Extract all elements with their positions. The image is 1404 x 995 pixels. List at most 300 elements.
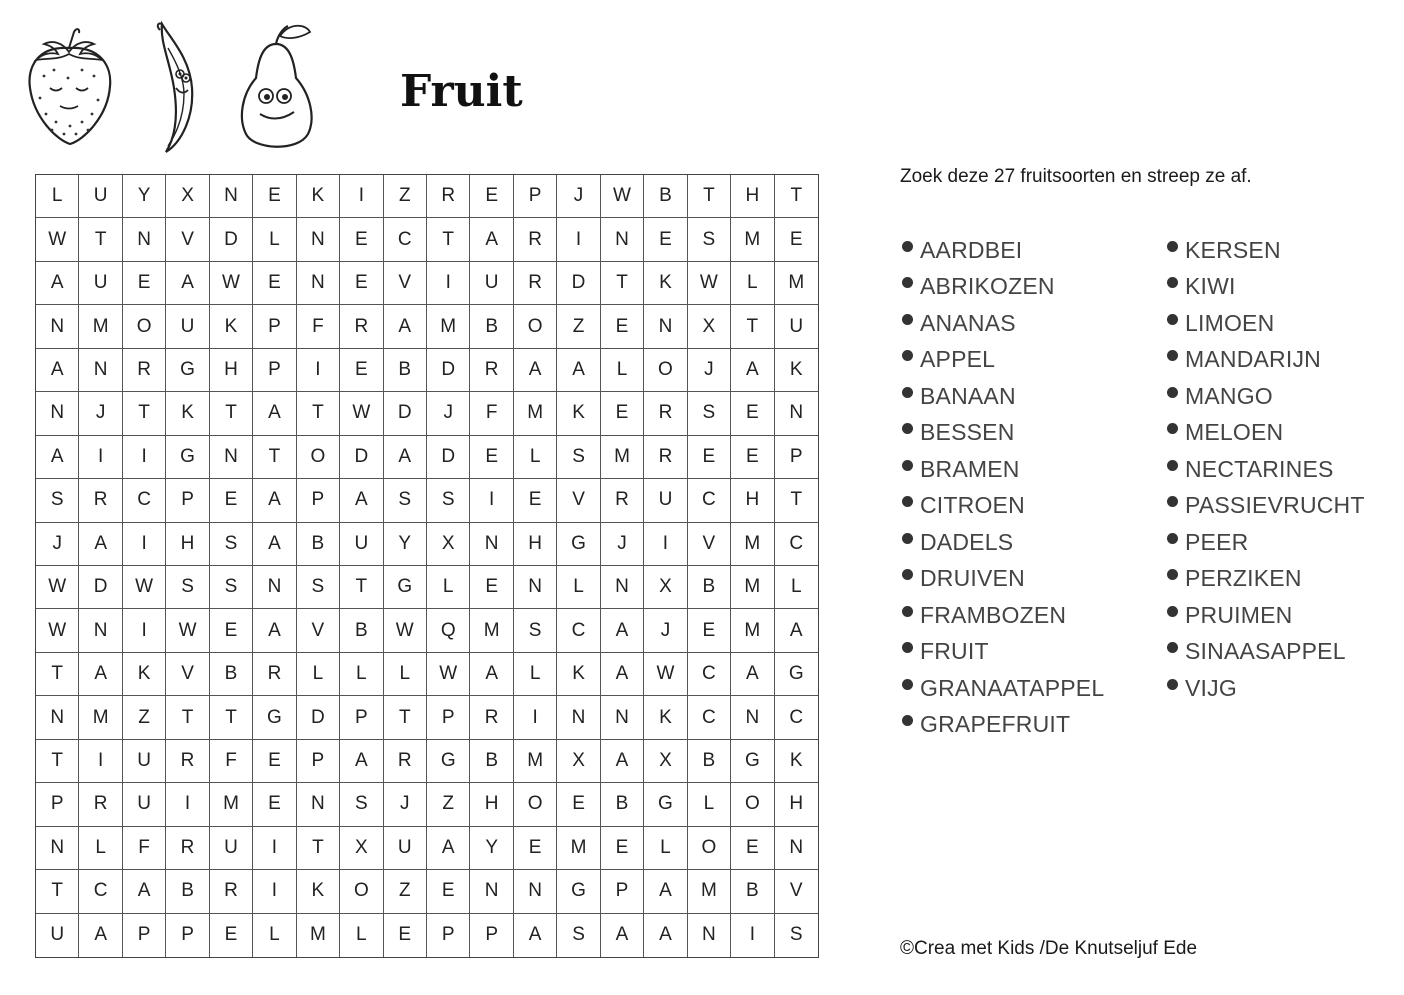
grid-cell[interactable]: L — [340, 914, 383, 957]
grid-cell[interactable]: N — [470, 870, 513, 913]
grid-cell[interactable]: O — [644, 349, 687, 392]
grid-cell[interactable]: U — [340, 523, 383, 566]
grid-cell[interactable]: N — [79, 609, 122, 652]
grid-cell[interactable]: Z — [557, 305, 600, 348]
grid-cell[interactable]: P — [297, 740, 340, 783]
grid-cell[interactable]: H — [731, 175, 774, 218]
grid-cell[interactable]: M — [557, 827, 600, 870]
grid-cell[interactable]: W — [688, 262, 731, 305]
grid-cell[interactable]: K — [297, 175, 340, 218]
grid-cell[interactable]: S — [36, 479, 79, 522]
grid-cell[interactable]: V — [166, 653, 209, 696]
grid-cell[interactable]: M — [601, 436, 644, 479]
grid-cell[interactable]: W — [123, 566, 166, 609]
grid-cell[interactable]: T — [731, 305, 774, 348]
grid-cell[interactable]: P — [340, 696, 383, 739]
grid-cell[interactable]: O — [297, 436, 340, 479]
grid-cell[interactable]: A — [557, 349, 600, 392]
grid-cell[interactable]: H — [470, 783, 513, 826]
grid-cell[interactable]: U — [210, 827, 253, 870]
grid-cell[interactable]: N — [297, 783, 340, 826]
grid-cell[interactable]: N — [36, 827, 79, 870]
grid-cell[interactable]: G — [557, 523, 600, 566]
grid-cell[interactable]: P — [166, 914, 209, 957]
grid-cell[interactable]: G — [384, 566, 427, 609]
grid-cell[interactable]: E — [210, 479, 253, 522]
grid-cell[interactable]: E — [731, 392, 774, 435]
grid-cell[interactable]: I — [79, 436, 122, 479]
grid-cell[interactable]: A — [36, 262, 79, 305]
grid-cell[interactable]: R — [253, 653, 296, 696]
grid-cell[interactable]: X — [557, 740, 600, 783]
grid-cell[interactable]: E — [210, 914, 253, 957]
grid-cell[interactable]: R — [427, 175, 470, 218]
grid-cell[interactable]: Z — [123, 696, 166, 739]
grid-cell[interactable]: R — [79, 479, 122, 522]
grid-cell[interactable]: M — [688, 870, 731, 913]
grid-cell[interactable]: B — [688, 740, 731, 783]
grid-cell[interactable]: J — [644, 609, 687, 652]
grid-cell[interactable]: B — [166, 870, 209, 913]
grid-cell[interactable]: L — [688, 783, 731, 826]
grid-cell[interactable]: F — [123, 827, 166, 870]
grid-cell[interactable]: L — [644, 827, 687, 870]
grid-cell[interactable]: S — [688, 392, 731, 435]
grid-cell[interactable]: M — [731, 566, 774, 609]
grid-cell[interactable]: L — [340, 653, 383, 696]
grid-cell[interactable]: H — [514, 523, 557, 566]
grid-cell[interactable]: S — [340, 783, 383, 826]
grid-cell[interactable]: A — [36, 436, 79, 479]
grid-cell[interactable]: P — [470, 914, 513, 957]
grid-cell[interactable]: U — [384, 827, 427, 870]
grid-cell[interactable]: N — [688, 914, 731, 957]
grid-cell[interactable]: S — [789, 924, 803, 946]
grid-cell[interactable]: R — [601, 479, 644, 522]
grid-cell[interactable]: I — [644, 523, 687, 566]
grid-cell[interactable]: E — [601, 827, 644, 870]
grid-cell[interactable]: E — [253, 262, 296, 305]
grid-cell[interactable]: E — [340, 218, 383, 261]
grid-cell[interactable]: D — [210, 218, 253, 261]
grid-cell[interactable]: T — [775, 479, 818, 522]
grid-cell[interactable]: B — [297, 523, 340, 566]
grid-cell[interactable]: W — [210, 262, 253, 305]
grid-cell[interactable]: O — [688, 827, 731, 870]
grid-cell[interactable]: R — [166, 740, 209, 783]
grid-cell[interactable]: A — [384, 305, 427, 348]
grid-cell[interactable]: N — [297, 218, 340, 261]
grid-cell[interactable]: P — [514, 175, 557, 218]
grid-cell[interactable]: G — [427, 740, 470, 783]
grid-cell[interactable]: T — [297, 827, 340, 870]
grid-cell[interactable]: K — [166, 392, 209, 435]
grid-cell[interactable]: U — [775, 305, 818, 348]
grid-cell[interactable]: S — [297, 566, 340, 609]
grid-cell[interactable]: E — [601, 392, 644, 435]
grid-cell[interactable]: J — [384, 783, 427, 826]
grid-cell[interactable]: X — [427, 523, 470, 566]
grid-cell[interactable]: D — [79, 566, 122, 609]
grid-cell[interactable]: A — [340, 740, 383, 783]
grid-cell[interactable]: V — [775, 870, 818, 913]
grid-cell[interactable]: L — [36, 175, 79, 218]
grid-cell[interactable]: I — [253, 870, 296, 913]
grid-cell[interactable]: C — [123, 479, 166, 522]
grid-cell[interactable]: E — [470, 436, 513, 479]
grid-cell[interactable]: A — [340, 479, 383, 522]
grid-cell[interactable]: I — [427, 262, 470, 305]
grid-cell[interactable]: D — [297, 696, 340, 739]
grid-cell[interactable]: S — [557, 914, 600, 957]
grid-cell[interactable]: T — [36, 740, 79, 783]
grid-cell[interactable]: L — [253, 914, 296, 957]
grid-cell[interactable]: A — [79, 523, 122, 566]
grid-cell[interactable]: O — [514, 783, 557, 826]
grid-cell[interactable]: U — [36, 914, 79, 957]
grid-cell[interactable]: A — [775, 609, 818, 652]
grid-cell[interactable]: A — [731, 653, 774, 696]
grid-cell[interactable]: R — [79, 783, 122, 826]
grid-cell[interactable]: M — [79, 305, 122, 348]
grid-cell[interactable]: A — [601, 914, 644, 957]
grid-cell[interactable]: K — [775, 349, 818, 392]
grid-cell[interactable]: L — [427, 566, 470, 609]
grid-cell[interactable]: K — [775, 740, 818, 783]
grid-cell[interactable]: V — [557, 479, 600, 522]
grid-cell[interactable]: N — [644, 305, 687, 348]
grid-cell[interactable]: Y — [384, 523, 427, 566]
grid-cell[interactable]: Y — [123, 175, 166, 218]
grid-cell[interactable]: N — [514, 566, 557, 609]
grid-cell[interactable]: A — [427, 827, 470, 870]
grid-cell[interactable]: H — [166, 523, 209, 566]
grid-cell[interactable]: N — [36, 392, 79, 435]
grid-cell[interactable]: N — [123, 218, 166, 261]
grid-cell[interactable]: R — [514, 262, 557, 305]
grid-cell[interactable]: M — [514, 740, 557, 783]
grid-cell[interactable]: U — [123, 740, 166, 783]
grid-cell[interactable]: E — [557, 783, 600, 826]
grid-cell[interactable]: B — [384, 349, 427, 392]
grid-cell[interactable]: H — [210, 349, 253, 392]
grid-cell[interactable]: I — [166, 783, 209, 826]
grid-cell[interactable]: L — [297, 653, 340, 696]
grid-cell[interactable]: C — [688, 696, 731, 739]
grid-cell[interactable]: T — [210, 696, 253, 739]
grid-cell[interactable]: W — [340, 392, 383, 435]
grid-cell[interactable]: K — [557, 653, 600, 696]
grid-cell[interactable]: N — [601, 696, 644, 739]
grid-cell[interactable]: S — [427, 479, 470, 522]
grid-cell[interactable]: T — [36, 870, 79, 913]
grid-cell[interactable]: R — [514, 218, 557, 261]
grid-cell[interactable]: C — [79, 870, 122, 913]
grid-cell[interactable]: F — [210, 740, 253, 783]
grid-cell[interactable]: R — [384, 740, 427, 783]
grid-cell[interactable]: G — [775, 653, 818, 696]
grid-cell[interactable]: R — [340, 305, 383, 348]
grid-cell[interactable]: S — [166, 566, 209, 609]
grid-cell[interactable]: D — [557, 262, 600, 305]
grid-cell[interactable]: W — [36, 566, 79, 609]
grid-cell[interactable]: E — [514, 827, 557, 870]
grid-cell[interactable]: I — [340, 175, 383, 218]
grid-cell[interactable]: M — [79, 696, 122, 739]
grid-cell[interactable]: E — [688, 436, 731, 479]
grid-cell[interactable]: U — [123, 783, 166, 826]
grid-cell[interactable]: M — [731, 609, 774, 652]
grid-cell[interactable]: U — [79, 262, 122, 305]
grid-cell[interactable]: P — [253, 349, 296, 392]
grid-cell[interactable]: G — [166, 349, 209, 392]
grid-cell[interactable]: X — [688, 305, 731, 348]
grid-cell[interactable]: N — [731, 696, 774, 739]
grid-cell[interactable]: L — [775, 566, 818, 609]
grid-cell[interactable]: C — [557, 609, 600, 652]
grid-cell[interactable]: S — [210, 566, 253, 609]
grid-cell[interactable]: L — [514, 653, 557, 696]
grid-cell[interactable]: P — [123, 914, 166, 957]
grid-cell[interactable]: F — [297, 305, 340, 348]
grid-cell[interactable]: A — [253, 392, 296, 435]
grid-cell[interactable]: E — [601, 305, 644, 348]
grid-cell[interactable]: T — [79, 218, 122, 261]
grid-cell[interactable]: L — [79, 827, 122, 870]
grid-cell[interactable]: O — [514, 305, 557, 348]
grid-cell[interactable]: B — [470, 740, 513, 783]
grid-cell[interactable]: W — [427, 653, 470, 696]
grid-cell[interactable]: M — [470, 609, 513, 652]
grid-cell[interactable]: L — [253, 218, 296, 261]
grid-cell[interactable]: T — [123, 392, 166, 435]
grid-cell[interactable]: L — [384, 653, 427, 696]
grid-cell[interactable]: T — [210, 392, 253, 435]
grid-cell[interactable]: I — [123, 523, 166, 566]
grid-cell[interactable]: B — [644, 175, 687, 218]
grid-cell[interactable]: M — [775, 262, 818, 305]
grid-cell[interactable]: F — [470, 392, 513, 435]
grid-cell[interactable]: B — [731, 870, 774, 913]
grid-cell[interactable]: L — [557, 566, 600, 609]
grid-cell[interactable]: T — [253, 436, 296, 479]
grid-cell[interactable]: A — [166, 262, 209, 305]
grid-cell[interactable]: N — [253, 566, 296, 609]
grid-cell[interactable]: W — [384, 609, 427, 652]
grid-cell[interactable]: W — [166, 609, 209, 652]
grid-cell[interactable]: X — [340, 827, 383, 870]
grid-cell[interactable]: S — [688, 218, 731, 261]
grid-cell[interactable]: U — [470, 262, 513, 305]
grid-cell[interactable]: A — [79, 914, 122, 957]
grid-cell[interactable]: J — [36, 523, 79, 566]
grid-cell[interactable]: J — [601, 523, 644, 566]
grid-cell[interactable]: E — [384, 914, 427, 957]
grid-cell[interactable]: V — [166, 218, 209, 261]
grid-cell[interactable]: S — [514, 609, 557, 652]
grid-cell[interactable]: X — [644, 740, 687, 783]
grid-cell[interactable]: N — [210, 436, 253, 479]
grid-cell[interactable]: N — [775, 392, 818, 435]
grid-cell[interactable]: L — [601, 349, 644, 392]
grid-cell[interactable]: O — [731, 783, 774, 826]
grid-cell[interactable]: N — [210, 175, 253, 218]
grid-cell[interactable]: D — [340, 436, 383, 479]
grid-cell[interactable]: A — [644, 914, 687, 957]
grid-cell[interactable]: T — [688, 175, 731, 218]
grid-cell[interactable]: T — [601, 262, 644, 305]
grid-cell[interactable]: S — [557, 436, 600, 479]
grid-cell[interactable]: U — [166, 305, 209, 348]
grid-cell[interactable]: E — [514, 479, 557, 522]
grid-cell[interactable]: H — [775, 783, 818, 826]
grid-cell[interactable]: N — [601, 218, 644, 261]
grid-cell[interactable]: O — [123, 305, 166, 348]
grid-cell[interactable]: A — [253, 609, 296, 652]
grid-cell[interactable]: V — [297, 609, 340, 652]
grid-cell[interactable]: E — [340, 262, 383, 305]
grid-cell[interactable]: V — [384, 262, 427, 305]
grid-cell[interactable]: E — [253, 175, 296, 218]
grid-cell[interactable]: E — [470, 566, 513, 609]
grid-cell[interactable]: W — [36, 609, 79, 652]
grid-cell[interactable]: E — [210, 609, 253, 652]
grid-cell[interactable]: A — [253, 523, 296, 566]
grid-cell[interactable]: A — [36, 349, 79, 392]
grid-cell[interactable]: R — [166, 827, 209, 870]
grid-cell[interactable]: A — [514, 349, 557, 392]
grid-cell[interactable]: N — [470, 523, 513, 566]
grid-cell[interactable]: T — [297, 392, 340, 435]
grid-cell[interactable]: G — [166, 436, 209, 479]
grid-cell[interactable]: M — [427, 305, 470, 348]
grid-cell[interactable]: R — [644, 436, 687, 479]
grid-cell[interactable]: A — [601, 740, 644, 783]
grid-cell[interactable]: A — [253, 479, 296, 522]
grid-cell[interactable]: P — [601, 870, 644, 913]
grid-cell[interactable]: U — [644, 479, 687, 522]
grid-cell[interactable]: R — [470, 349, 513, 392]
grid-cell[interactable]: X — [166, 175, 209, 218]
grid-cell[interactable]: M — [514, 392, 557, 435]
grid-cell[interactable]: E — [688, 609, 731, 652]
grid-cell[interactable]: N — [36, 696, 79, 739]
grid-cell[interactable]: V — [688, 523, 731, 566]
grid-cell[interactable]: J — [557, 175, 600, 218]
grid-cell[interactable]: A — [601, 653, 644, 696]
grid-cell[interactable]: B — [210, 653, 253, 696]
grid-cell[interactable]: Z — [427, 783, 470, 826]
grid-cell[interactable]: P — [297, 479, 340, 522]
grid-cell[interactable]: L — [514, 436, 557, 479]
grid-cell[interactable]: Z — [384, 870, 427, 913]
grid-cell[interactable]: Q — [427, 609, 470, 652]
grid-cell[interactable]: U — [79, 175, 122, 218]
grid-cell[interactable]: C — [688, 653, 731, 696]
grid-cell[interactable]: B — [688, 566, 731, 609]
grid-cell[interactable]: D — [384, 392, 427, 435]
grid-cell[interactable]: I — [297, 349, 340, 392]
grid-cell[interactable]: X — [644, 566, 687, 609]
grid-cell[interactable]: A — [644, 870, 687, 913]
grid-cell[interactable]: G — [557, 870, 600, 913]
grid-cell[interactable]: B — [470, 305, 513, 348]
grid-cell[interactable]: S — [210, 523, 253, 566]
grid-cell[interactable]: E — [644, 218, 687, 261]
grid-cell[interactable]: R — [123, 349, 166, 392]
grid-cell[interactable]: C — [688, 479, 731, 522]
grid-cell[interactable]: T — [340, 566, 383, 609]
grid-cell[interactable]: T — [775, 175, 818, 218]
grid-cell[interactable]: N — [775, 827, 818, 870]
grid-cell[interactable]: P — [253, 305, 296, 348]
grid-cell[interactable]: R — [210, 870, 253, 913]
grid-cell[interactable]: G — [731, 740, 774, 783]
grid-cell[interactable]: K — [644, 262, 687, 305]
grid-cell[interactable]: P — [427, 696, 470, 739]
grid-cell[interactable]: E — [123, 262, 166, 305]
grid-cell[interactable]: I — [123, 609, 166, 652]
grid-cell[interactable]: A — [384, 436, 427, 479]
grid-cell[interactable]: E — [340, 349, 383, 392]
grid-cell[interactable]: K — [123, 653, 166, 696]
grid-cell[interactable]: N — [514, 870, 557, 913]
grid-cell[interactable]: E — [731, 827, 774, 870]
grid-cell[interactable]: A — [731, 349, 774, 392]
grid-cell[interactable]: I — [557, 218, 600, 261]
grid-cell[interactable]: B — [601, 783, 644, 826]
grid-cell[interactable]: I — [731, 914, 774, 957]
grid-cell[interactable]: S — [384, 479, 427, 522]
grid-cell[interactable]: A — [79, 653, 122, 696]
grid-cell[interactable]: E — [775, 218, 818, 261]
grid-cell[interactable]: I — [123, 436, 166, 479]
grid-cell[interactable]: E — [253, 740, 296, 783]
grid-cell[interactable]: L — [731, 262, 774, 305]
grid-cell[interactable]: T — [166, 696, 209, 739]
grid-cell[interactable]: E — [470, 175, 513, 218]
grid-cell[interactable]: P — [775, 436, 818, 479]
grid-cell[interactable]: P — [166, 479, 209, 522]
grid-cell[interactable]: N — [36, 305, 79, 348]
grid-cell[interactable]: O — [340, 870, 383, 913]
grid-cell[interactable]: E — [253, 783, 296, 826]
grid-cell[interactable]: K — [644, 696, 687, 739]
grid-cell[interactable]: R — [644, 392, 687, 435]
grid-cell[interactable]: R — [470, 696, 513, 739]
grid-cell[interactable]: D — [427, 349, 470, 392]
grid-cell[interactable]: M — [731, 523, 774, 566]
grid-cell[interactable]: Z — [384, 175, 427, 218]
grid-cell[interactable]: P — [427, 914, 470, 957]
grid-cell[interactable]: E — [731, 436, 774, 479]
grid-cell[interactable]: C — [384, 218, 427, 261]
grid-cell[interactable]: T — [427, 218, 470, 261]
grid-cell[interactable]: A — [470, 653, 513, 696]
grid-cell[interactable]: A — [123, 870, 166, 913]
grid-cell[interactable]: W — [644, 653, 687, 696]
grid-cell[interactable]: N — [79, 349, 122, 392]
grid-cell[interactable]: I — [79, 740, 122, 783]
grid-cell[interactable]: A — [601, 609, 644, 652]
grid-cell[interactable]: C — [775, 696, 818, 739]
grid-cell[interactable]: K — [297, 870, 340, 913]
grid-cell[interactable]: C — [775, 523, 818, 566]
grid-cell[interactable]: K — [210, 305, 253, 348]
grid-cell[interactable]: I — [253, 827, 296, 870]
grid-cell[interactable]: W — [601, 175, 644, 218]
grid-cell[interactable]: D — [427, 436, 470, 479]
